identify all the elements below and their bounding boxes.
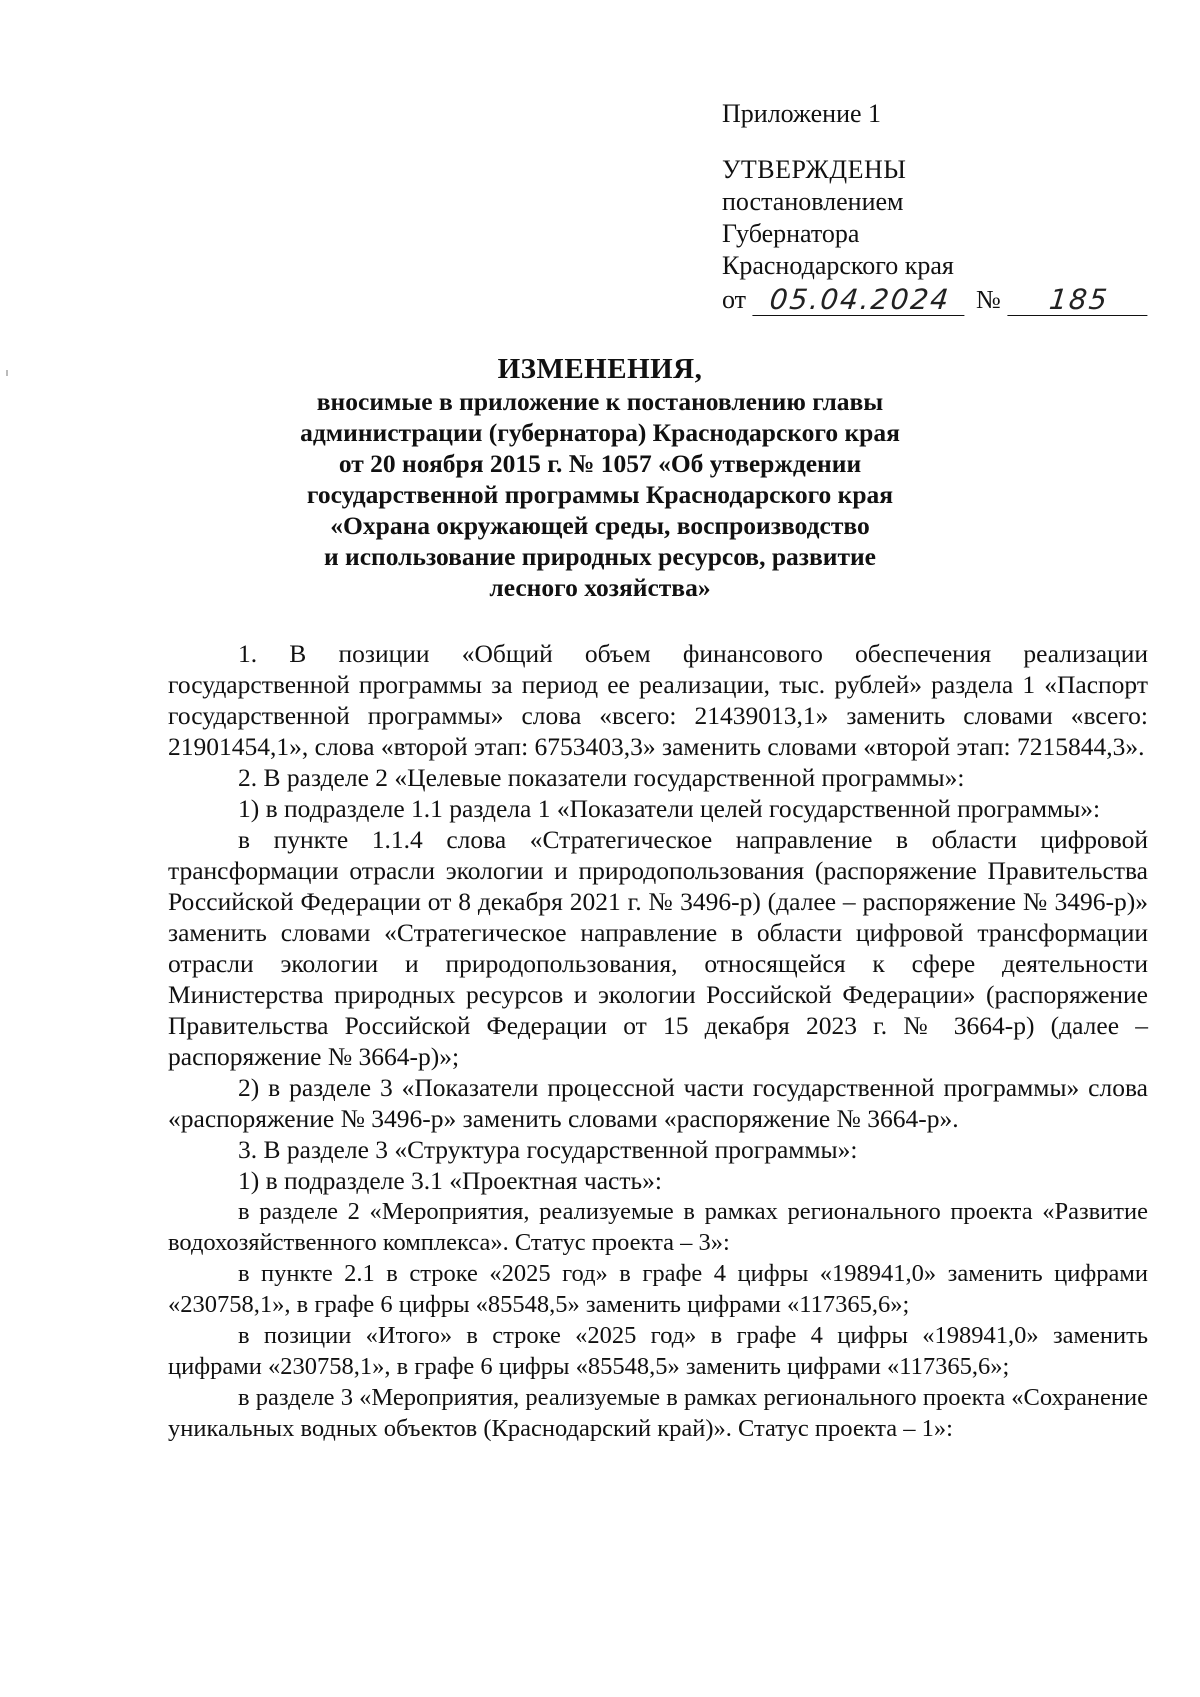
handwritten-date: 05.04.2024 [752, 285, 967, 316]
approval-line-2: Губернатора [722, 219, 860, 248]
scan-margin-mark [6, 370, 8, 376]
paragraph: 2) в разделе 3 «Показатели процессной части государственной программы» слова «распоряжение № 3496-р» заменить словами «распоряжение № 3664-р». [168, 1073, 1148, 1133]
approved-heading: УТВЕРЖДЕНЫ [722, 155, 907, 184]
title-line: государственной программы Краснодарского края [306, 480, 894, 509]
title-line: лесного хозяйства» [489, 573, 711, 602]
document-title [160, 352, 1040, 603]
paragraph: в разделе 2 «Мероприятия, реализуемые в рамках регионального проекта «Развитие водохозяйственного комплекса». Статус проекта – 3»: [168, 1198, 1148, 1256]
approval-line-1: постановлением [722, 187, 904, 216]
date-number-row [722, 284, 1162, 316]
paragraph: в разделе 3 «Мероприятия, реализуемые в рамках регионального проекта «Сохранение уникальных водных объектов (Краснодарский край)». Статус проекта – 1»: [168, 1384, 1148, 1442]
paragraph: в пункте 1.1.4 слова «Стратегическое направление в области цифровой трансформации отрасли экологии и природопользования (распоряжение Правительства Российской Федерации от 8 декабря 2021 г. № 3496-р) (далее – распоряжение № 3496-р)» заменить словами «Стратегическое направление в области цифровой трансформации отрасли экологии и природопользования, относящейся к сфере деятельности Министерства природных ресурсов и экологии Российской Федерации» (распоряжение Правительства Российской Федерации от 15 декабря 2023 г. № 3664-р) (далее – распоряжение № 3664-р)»; [168, 825, 1148, 1071]
paragraph: 1) в подразделе 3.1 «Проектная часть»: [238, 1166, 662, 1195]
title-line: вносимые в приложение к постановлению главы [316, 387, 884, 416]
title-line: администрации (губернатора) Краснодарского края [300, 418, 900, 447]
title-line: и использование природных ресурсов, развитие [323, 542, 877, 571]
approval-block [722, 98, 1162, 316]
paragraph: 1. В позиции «Общий объем финансового обеспечения реализации государственной программы за период ее реализации, тыс. рублей» раздела 1 «Паспорт государственной программы» слова «всего: 21439013,1» заменить словами «всего: 21901454,1», слова «второй этап: 6753403,3» заменить словами «второй этап: 7215844,3». [168, 639, 1148, 761]
paragraph: 2. В разделе 2 «Целевые показатели государственной программы»: [238, 763, 965, 792]
title-line: от 20 ноября 2015 г. № 1057 «Об утверждении [338, 449, 862, 478]
title-subtitle [160, 386, 1040, 603]
appendix-label: Приложение 1 [722, 99, 882, 128]
approval-line-3: Краснодарского края [722, 251, 954, 280]
paragraph: 3. В разделе 3 «Структура государственной программы»: [238, 1135, 858, 1164]
paragraph: 1) в подразделе 1.1 раздела 1 «Показатели целей государственной программы»: [238, 794, 1101, 823]
title-main: ИЗМЕНЕНИЯ, [497, 353, 703, 385]
from-label: от [722, 285, 747, 314]
paragraph: в позиции «Итого» в строке «2025 год» в графе 4 цифры «198941,0» заменить цифрами «230758,1», в графе 6 цифры «85548,5» заменить цифрами «117365,6»; [168, 1322, 1148, 1380]
number-label: № [976, 285, 1001, 314]
document-body [168, 638, 1148, 1444]
paragraph: в пункте 2.1 в строке «2025 год» в графе 4 цифры «198941,0» заменить цифрами «230758,1», в графе 6 цифры «85548,5» заменить цифрами «117365,6»; [168, 1260, 1148, 1318]
title-line: «Охрана окружающей среды, воспроизводство [330, 511, 870, 540]
handwritten-number: 185 [1007, 285, 1150, 316]
